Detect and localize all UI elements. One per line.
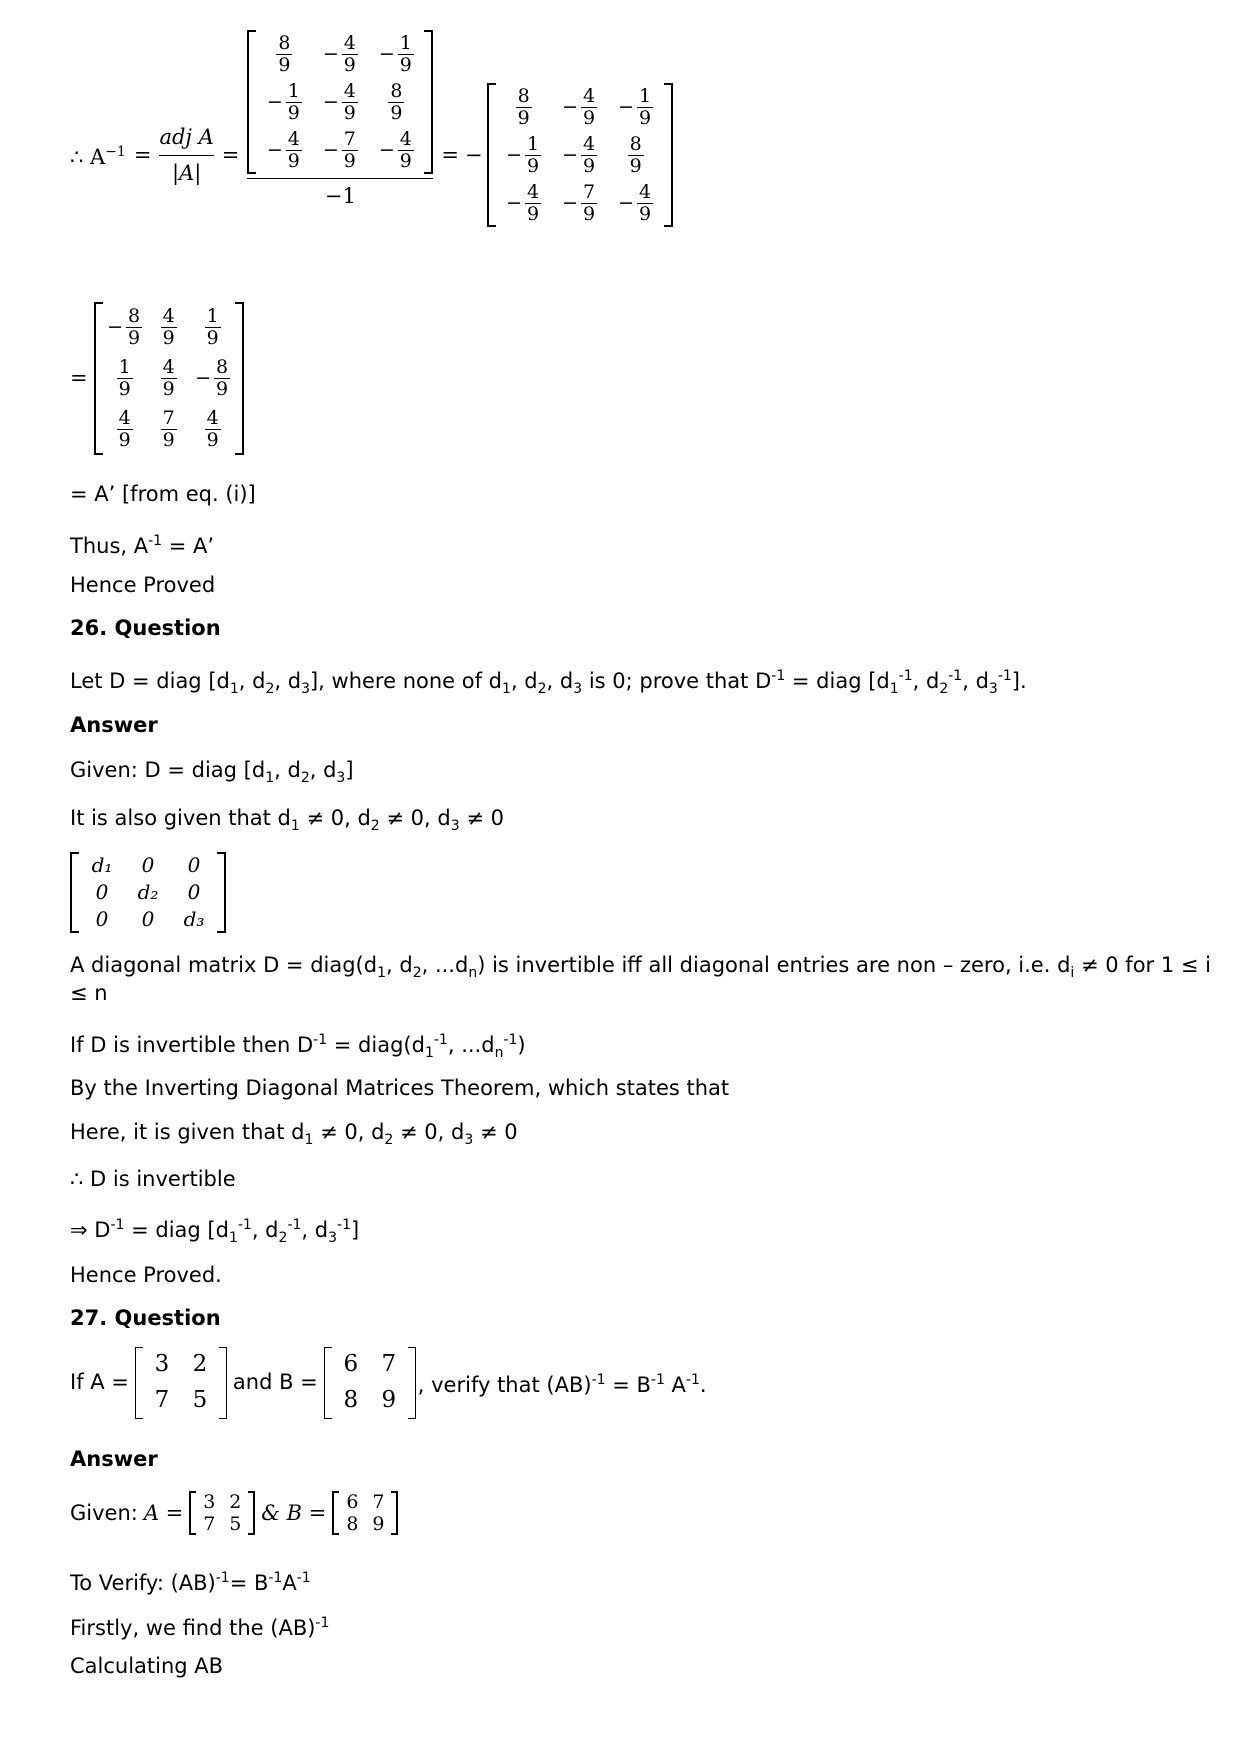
matrix-cell [256,30,312,78]
firstly-line: Firstly, we find the (AB)$^{-1}$ [70,1615,330,1640]
from-eq-line: = A’ [from eq. (i)] [70,482,256,506]
matrix-cell [608,179,664,227]
matrix-cell: 0 [95,880,109,904]
fraction: $\frac{8}{9}$ [216,355,229,400]
matrix-cell [312,30,368,78]
answer-heading-1: Answer [70,713,158,737]
fraction: $\frac{4}{9}$ [527,180,540,225]
matrix-cell [368,30,424,78]
invertible-line: ∴ D is invertible [70,1167,236,1191]
given-matrix-a [189,1491,255,1535]
matrix-cell [191,302,235,353]
minus-sign: − [378,42,395,65]
matrix-cell [147,353,191,404]
fraction: $\frac{8}{9}$ [390,79,403,124]
fraction: $\frac{4}{9}$ [399,127,412,172]
minus-sign: − [465,142,483,167]
implies-line: ⇒ $D^{-1}$ = diag [$d_1^{-1}$, $d_2^{-1}$, $d_3^{-1}$] [70,1217,360,1246]
matrix-cell [608,131,664,179]
matrix-cell [368,78,424,126]
matrix-cell [256,126,312,174]
matrix-cell [496,179,552,227]
fraction: $\frac{4}{9}$ [118,406,131,451]
minus-sign: − [266,138,283,161]
minus-sign: − [322,42,339,65]
matrix-cell: 3 [154,1351,170,1377]
minus-sign: − [322,90,339,113]
matrix-cell: 9 [372,1512,385,1535]
fraction: $\frac{8}{9}$ [278,31,291,76]
matrix-cell: 7 [381,1351,397,1377]
matrix-cell [496,83,552,131]
fraction: $\frac{1}{9}$ [118,355,131,400]
adj-over-det: adj A |A| [159,124,214,185]
adj-matrix-over-minus-one: $\frac{8}{9}$ − $\frac{4}{9}$ − $\frac{1}{9}$ − $\frac{1}{9}$ − $\frac{4}{9}$ $\frac{8}{9}$ − $\frac{4}{9}$ − $\frac{7}{9}$ − $\frac{4}{9}$ −1 [247,100,433,210]
matrix-cell [368,126,424,174]
here-given-line: Here, it is given that $d_1 \ne 0$, $d_2 \ne 0$, $d_3 \ne 0$ [70,1120,518,1148]
result-equation [70,298,244,458]
question-26-title: 26. Question [70,616,221,640]
matrix-cell [191,353,235,404]
answer-heading-2: Answer [70,1447,158,1471]
matrix-cell: 0 [95,907,109,931]
equals-sign: = [221,142,240,167]
fraction: $\frac{4}{9}$ [343,31,356,76]
matrix-cell: 2 [192,1351,208,1377]
matrix-cell [312,78,368,126]
matrix-a [135,1347,227,1419]
inverse-lead: ∴ $A^{-1}$ [70,144,126,169]
negated-matrix [487,83,673,227]
iff-line-cont: ≤ n [70,981,108,1005]
also-given-line: It is also given that $d_1 \ne 0$, $d_2 \ne 0$, $d_3 \ne 0$ [70,806,504,834]
matrix-cell [103,353,147,404]
question-27-text: If A = 3 2 7 5 and B = 6 7 8 9 , verify that $(AB)^{-1} = B^{-1}$ $A^{-1}$. [70,1345,707,1420]
fraction: $\frac{4}{9}$ [583,84,596,129]
fraction: $\frac{8}{9}$ [128,304,141,349]
matrix-cell [496,131,552,179]
minus-sign: − [195,366,212,389]
matrix-cell [147,404,191,455]
minus-sign: − [506,191,523,214]
equals-sign: = [70,365,88,390]
matrix-cell: 8 [343,1387,359,1413]
minus-sign: − [618,95,635,118]
calculating-ab-line: Calculating AB [70,1654,224,1678]
matrix-cell: 5 [192,1387,208,1413]
matrix-cell: 0 [141,853,155,877]
inverse-equation [70,31,673,255]
matrix-cell: 0 [141,907,155,931]
minus-sign: − [562,191,579,214]
fraction: $\frac{7}{9}$ [162,406,175,451]
fraction: $\frac{8}{9}$ [517,84,530,129]
matrix-cell [103,302,147,353]
fraction: $\frac{4}{9}$ [206,406,219,451]
equals-sign: = [133,142,152,167]
matrix-cell [552,179,608,227]
matrix-cell [147,302,191,353]
fraction: $\frac{4}{9}$ [287,127,300,172]
adj-matrix [247,30,433,174]
to-verify-line: To Verify: $(AB)^{-1}= B^{-1}A^{-1}$ [70,1570,311,1595]
matrix-cell: 7 [372,1490,385,1513]
thus-line: Thus, $A^{-1} = A$’ [70,533,215,558]
matrix-cell [312,126,368,174]
matrix-cell: 8 [346,1512,359,1535]
matrix-cell: 3 [203,1490,216,1513]
fraction: $\frac{1}{9}$ [206,304,219,349]
diagonal-matrix [70,852,226,933]
matrix-cell [191,404,235,455]
fraction: $\frac{4}{9}$ [639,180,652,225]
theorem-line: By the Inverting Diagonal Matrices Theorem, which states that [70,1076,730,1100]
matrix-cell: d₃ [183,907,205,931]
result-matrix [94,302,244,455]
matrix-cell: 7 [154,1387,170,1413]
fraction: $\frac{4}{9}$ [162,355,175,400]
fraction: $\frac{1}{9}$ [639,84,652,129]
question-26-text: Let D = diag [$d_1$, $d_2$, $d_3$], where none of $d_1$, $d_2$, $d_3$ is 0; prove that $D^{-1}$ = diag [$d_1^{-1}$, $d_2^{-1}$, $d_3^{-1}$]. [70,668,1027,697]
if-invertible-line: If D is invertible then $D^{-1}$ = $diag(d_1^{-1}$, $...d_n^{-1}$) [70,1032,526,1061]
fraction: $\frac{4}{9}$ [583,132,596,177]
matrix-cell: 6 [343,1351,359,1377]
matrix-cell: 0 [187,880,201,904]
minus-sign: − [322,138,339,161]
hence-proved-2: Hence Proved. [70,1263,222,1287]
given-d-line: Given: D = diag [$d_1$, $d_2$, $d_3$] [70,758,354,786]
minus-sign: − [378,138,395,161]
fraction: $\frac{8}{9}$ [629,132,642,177]
matrix-cell: 9 [381,1387,397,1413]
matrix-cell: 2 [229,1490,242,1513]
minus-sign: − [107,315,124,338]
fraction: $\frac{7}{9}$ [343,127,356,172]
matrix-b [324,1347,416,1419]
equals-sign: = [441,142,459,167]
matrix-cell [103,404,147,455]
fraction: $\frac{1}{9}$ [399,31,412,76]
matrix-cell: d₁ [91,853,113,877]
matrix-cell: d₂ [137,880,159,904]
fraction: $\frac{4}{9}$ [162,304,175,349]
minus-sign: − [562,95,579,118]
fraction: $\frac{4}{9}$ [343,79,356,124]
fraction: $\frac{1}{9}$ [287,79,300,124]
matrix-cell [608,83,664,131]
fraction: $\frac{7}{9}$ [583,180,596,225]
given-matrix-b [332,1491,398,1535]
hence-proved-1: Hence Proved [70,573,216,597]
fraction: $\frac{1}{9}$ [527,132,540,177]
matrix-cell: 6 [346,1490,359,1513]
matrix-cell: 5 [229,1512,242,1535]
matrix-cell: 7 [203,1512,216,1535]
minus-sign: − [618,191,635,214]
given-ab-line: Given: A = 3 2 7 5 & B = 6 7 8 9 [70,1488,398,1538]
minus-sign: − [266,90,283,113]
minus-sign: − [506,143,523,166]
matrix-cell [256,78,312,126]
minus-sign: − [562,143,579,166]
matrix-cell [552,131,608,179]
matrix-cell: 0 [187,853,201,877]
iff-line: A diagonal matrix $D = diag(d_1$, $d_2$, $...d_n$) is invertible iff all diagonal entries are non – zero, i.e. $d_i \ne 0$ for 1 ≤ i [70,953,1211,981]
question-27-title: 27. Question [70,1306,221,1330]
matrix-cell [552,83,608,131]
